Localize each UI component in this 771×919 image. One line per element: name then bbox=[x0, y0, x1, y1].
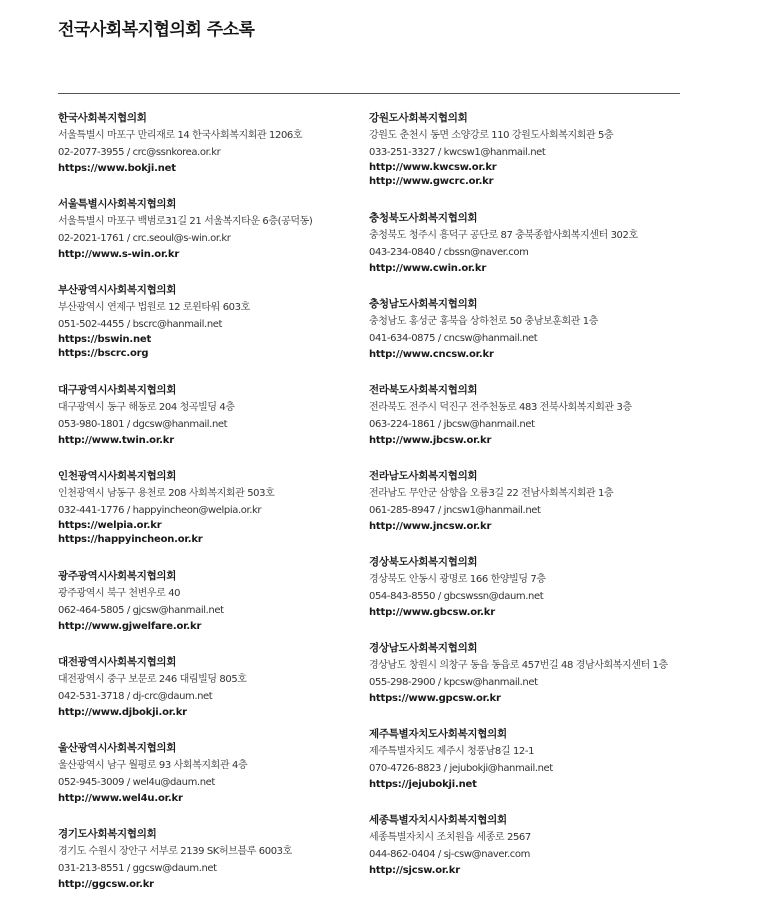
organization-name: 경상남도사회복지협의회 bbox=[369, 642, 478, 654]
directory-entry bbox=[58, 826, 388, 912]
organization-contact: 053-980-1801 / dgcsw@hanmail.net bbox=[58, 419, 228, 430]
organization-website-link[interactable]: http://www.cncsw.or.kr bbox=[369, 349, 494, 360]
organization-address: 충청북도 청주시 흥덕구 공단로 87 충북종합사회복지센터 302호 bbox=[369, 230, 638, 241]
organization-contact: 02-2021-1761 / crc.seoul@s-win.or.kr bbox=[58, 233, 231, 244]
organization-contact: 052-945-3009 / wel4u@daum.net bbox=[58, 777, 215, 788]
directory-entry bbox=[369, 110, 699, 210]
directory-entry bbox=[58, 654, 388, 740]
organization-address: 제주특별자치도 제주시 청풍남8길 12-1 bbox=[369, 746, 535, 757]
organization-address: 경기도 수원시 장안구 서부로 2139 SK허브블루 6003호 bbox=[58, 846, 292, 857]
directory-entry bbox=[369, 468, 699, 554]
organization-address: 강원도 춘천시 동면 소양강로 110 강원도사회복지회관 5층 bbox=[369, 130, 614, 141]
organization-name: 대구광역시사회복지협의회 bbox=[58, 384, 177, 396]
title-divider bbox=[58, 93, 680, 94]
organization-name: 대전광역시사회복지협의회 bbox=[58, 656, 177, 668]
organization-name: 전라북도사회복지협의회 bbox=[369, 384, 478, 396]
organization-contact: 033-251-3327 / kwcsw1@hanmail.net bbox=[369, 147, 546, 158]
page-title: 전국사회복지협의회 주소록 bbox=[58, 20, 255, 40]
organization-address: 충청남도 홍성군 홍북읍 상하천로 50 충남보훈회관 1층 bbox=[369, 316, 599, 327]
organization-website-link[interactable]: http://www.twin.or.kr bbox=[58, 435, 174, 446]
directory-entry bbox=[58, 196, 388, 282]
organization-contact: 054-843-8550 / gbcswssn@daum.net bbox=[369, 591, 544, 602]
right-column bbox=[369, 110, 699, 898]
organization-name: 부산광역시사회복지협의회 bbox=[58, 284, 177, 296]
organization-contact: 041-634-0875 / cncsw@hanmail.net bbox=[369, 333, 538, 344]
organization-name: 충청남도사회복지협의회 bbox=[369, 298, 478, 310]
organization-name: 인천광역시사회복지협의회 bbox=[58, 470, 177, 482]
organization-website-link[interactable]: http://www.gjwelfare.or.kr bbox=[58, 621, 202, 632]
directory-entry bbox=[369, 554, 699, 640]
directory-entry bbox=[58, 568, 388, 654]
organization-address: 대전광역시 중구 보문로 246 대림빌딩 805호 bbox=[58, 674, 247, 685]
organization-website-link[interactable]: http://www.djbokji.or.kr bbox=[58, 707, 187, 718]
organization-name: 경기도사회복지협의회 bbox=[58, 828, 157, 840]
organization-address: 세종특별자치시 조치원읍 세종로 2567 bbox=[369, 832, 531, 843]
organization-website-link[interactable]: https://happyincheon.or.kr bbox=[58, 534, 203, 545]
organization-website-link[interactable]: http://www.kwcsw.or.kr bbox=[369, 162, 497, 173]
organization-contact: 044-862-0404 / sj-csw@naver.com bbox=[369, 849, 530, 860]
organization-name: 강원도사회복지협의회 bbox=[369, 112, 468, 124]
organization-contact: 063-224-1861 / jbcsw@hanmail.net bbox=[369, 419, 535, 430]
organization-address: 경상남도 창원시 의창구 동읍 동읍로 457번길 48 경남사회복지센터 1층 bbox=[369, 660, 668, 671]
directory-entry bbox=[369, 726, 699, 812]
organization-contact: 031-213-8551 / ggcsw@daum.net bbox=[58, 863, 217, 874]
organization-website-link[interactable]: https://bscrc.org bbox=[58, 348, 149, 359]
organization-address: 인천광역시 남동구 용천로 208 사회복지회관 503호 bbox=[58, 488, 275, 499]
organization-name: 광주광역시사회복지협의회 bbox=[58, 570, 177, 582]
organization-contact: 032-441-1776 / happyincheon@welpia.or.kr bbox=[58, 505, 262, 516]
organization-contact: 061-285-8947 / jncsw1@hanmail.net bbox=[369, 505, 541, 516]
organization-website-link[interactable]: https://jejubokji.net bbox=[369, 779, 477, 790]
organization-address: 대구광역시 동구 해동로 204 청곡빌딩 4층 bbox=[58, 402, 235, 413]
organization-website-link[interactable]: https://www.gpcsw.or.kr bbox=[369, 693, 501, 704]
organization-website-link[interactable]: http://www.jncsw.or.kr bbox=[369, 521, 492, 532]
organization-website-link[interactable]: http://www.cwin.or.kr bbox=[369, 263, 487, 274]
directory-entry bbox=[369, 382, 699, 468]
organization-contact: 070-4726-8823 / jejubokji@hanmail.net bbox=[369, 763, 553, 774]
organization-website-link[interactable]: http://www.s-win.or.kr bbox=[58, 249, 180, 260]
organization-contact: 055-298-2900 / kpcsw@hanmail.net bbox=[369, 677, 538, 688]
directory-entry bbox=[58, 740, 388, 826]
organization-address: 전라북도 전주시 덕진구 전주천동로 483 전북사회복지회관 3층 bbox=[369, 402, 632, 413]
organization-website-link[interactable]: http://ggcsw.or.kr bbox=[58, 879, 154, 890]
organization-contact: 042-531-3718 / dj-crc@daum.net bbox=[58, 691, 213, 702]
directory-entry bbox=[58, 468, 388, 568]
organization-website-link[interactable]: http://sjcsw.or.kr bbox=[369, 865, 460, 876]
organization-contact: 02-2077-3955 / crc@ssnkorea.or.kr bbox=[58, 147, 221, 158]
organization-website-link[interactable]: http://www.gbcsw.or.kr bbox=[369, 607, 495, 618]
organization-name: 울산광역시사회복지협의회 bbox=[58, 742, 177, 754]
directory-entry bbox=[369, 210, 699, 296]
organization-name: 전라남도사회복지협의회 bbox=[369, 470, 478, 482]
left-column bbox=[58, 110, 388, 912]
organization-address: 전라남도 무안군 삼향읍 오룡3길 22 전남사회복지회관 1층 bbox=[369, 488, 614, 499]
directory-entry bbox=[58, 282, 388, 382]
directory-entry bbox=[58, 382, 388, 468]
organization-website-link[interactable]: https://welpia.or.kr bbox=[58, 520, 162, 531]
organization-name: 경상북도사회복지협의회 bbox=[369, 556, 478, 568]
directory-entry bbox=[58, 110, 388, 196]
organization-address: 광주광역시 북구 천변우로 40 bbox=[58, 588, 181, 599]
organization-address: 서울특별시 마포구 백범로31길 21 서울복지타운 6층(공덕동) bbox=[58, 216, 313, 227]
organization-website-link[interactable]: https://bswin.net bbox=[58, 334, 152, 345]
organization-website-link[interactable]: http://www.wel4u.or.kr bbox=[58, 793, 183, 804]
organization-address: 서울특별시 마포구 만리재로 14 한국사회복지회관 1206호 bbox=[58, 130, 303, 141]
organization-contact: 051-502-4455 / bscrc@hanmail.net bbox=[58, 319, 223, 330]
organization-name: 서울특별시사회복지협의회 bbox=[58, 198, 177, 210]
directory-entry bbox=[369, 296, 699, 382]
directory-entry bbox=[369, 812, 699, 898]
organization-website-link[interactable]: http://www.gwcrc.or.kr bbox=[369, 176, 494, 187]
organization-address: 울산광역시 남구 월평로 93 사회복지회관 4층 bbox=[58, 760, 248, 771]
organization-address: 경상북도 안동시 광명로 166 한양빌딩 7층 bbox=[369, 574, 546, 585]
organization-name: 제주특별자치도사회복지협의회 bbox=[369, 728, 507, 740]
organization-name: 한국사회복지협의회 bbox=[58, 112, 147, 124]
organization-contact: 062-464-5805 / gjcsw@hanmail.net bbox=[58, 605, 224, 616]
organization-address: 부산광역시 연제구 법원로 12 로윈타워 603호 bbox=[58, 302, 250, 313]
organization-website-link[interactable]: http://www.jbcsw.or.kr bbox=[369, 435, 492, 446]
directory-entry bbox=[369, 640, 699, 726]
organization-contact: 043-234-0840 / cbssn@naver.com bbox=[369, 247, 529, 258]
organization-name: 충청북도사회복지협의회 bbox=[369, 212, 478, 224]
organization-website-link[interactable]: https://www.bokji.net bbox=[58, 163, 176, 174]
organization-name: 세종특별자치시사회복지협의회 bbox=[369, 814, 507, 826]
